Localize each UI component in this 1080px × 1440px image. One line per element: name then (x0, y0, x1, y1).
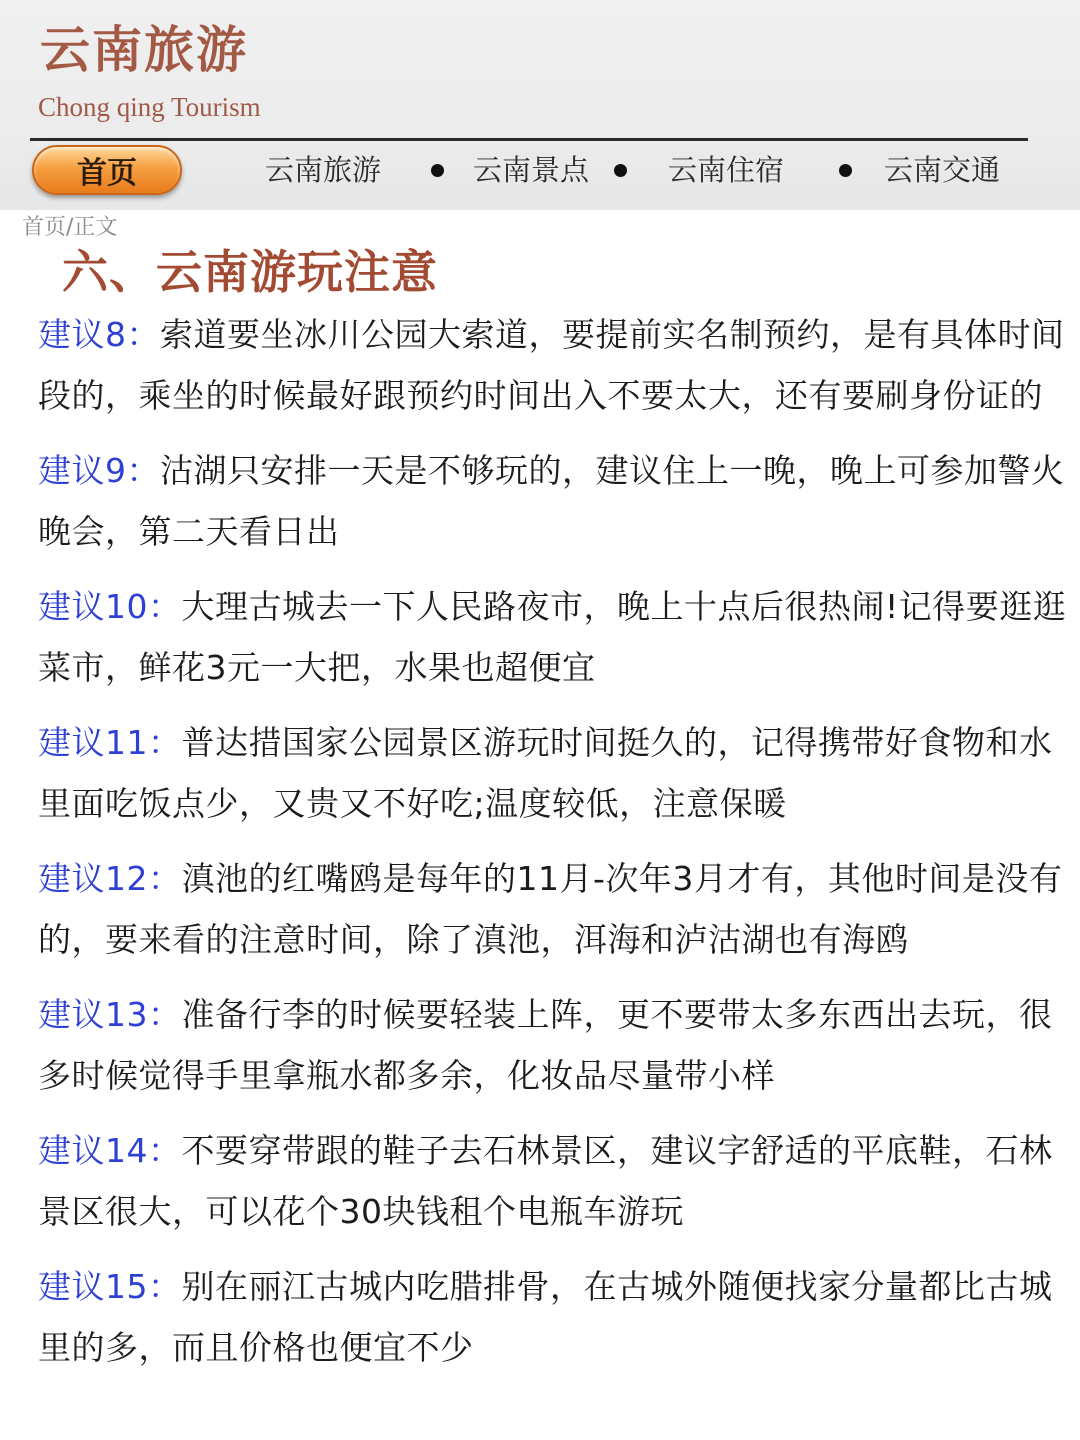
nav-item-yunnan-transport[interactable]: 云南交通 (884, 153, 1001, 187)
tip-label: 建议10 (38, 587, 148, 626)
nav-item-yunnan-attractions[interactable]: 云南景点 (473, 153, 590, 187)
tip-item: 建议10：大理古城去一下人民路夜市，晚上十点后很热闹!记得要逛逛菜市，鲜花3元一大把，水果也超便宜 (38, 587, 1067, 687)
tip-item: 建议13：准备行李的时候要轻装上阵，更不要带太多东西出去玩，很多时候觉得手里拿瓶水都多余，化妆品尽量带小样 (38, 995, 1053, 1095)
nav-bullet-icon (839, 164, 852, 177)
tip-label: 建议12 (38, 859, 148, 898)
nav-item-yunnan-lodging[interactable]: 云南住宿 (668, 153, 785, 187)
tip-text: 索道要坐冰川公园大索道，要提前实名制预约，是有具体时间段的，乘坐的时候最好跟预约时间出入不要太大，还有要刷身份证的 (38, 315, 1065, 415)
site-subtitle: Chong qing Tourism (38, 92, 261, 122)
home-button[interactable]: 首页 (32, 145, 182, 195)
tip-item: 建议12：滇池的红嘴鸥是每年的11月-次年3月才有，其他时间是没有的，要来看的注意时间，除了滇池，洱海和泸沽湖也有海鸥 (38, 859, 1063, 959)
nav-item-yunnan-travel[interactable]: 云南旅游 (265, 153, 382, 187)
tip-label: 建议11 (38, 723, 148, 762)
header-divider (30, 138, 1028, 141)
page-title: 六、云南游玩注意 (62, 245, 438, 299)
tip-item: 建议11：普达措国家公园景区游玩时间挺久的，记得携带好食物和水里面吃饭点少，又贵又不好吃;温度较低，注意保暖 (38, 723, 1053, 823)
tip-item: 建议14：不要穿带跟的鞋子去石林景区，建议字舒适的平底鞋，石林景区很大，可以花个30块钱租个电瓶车游玩 (38, 1131, 1053, 1231)
tips-list (38, 304, 1072, 1392)
tip-label: 建议14 (38, 1131, 148, 1170)
tip-text: 准备行李的时候要轻装上阵，更不要带太多东西出去玩，很多时候觉得手里拿瓶水都多余，化妆品尽量带小样 (38, 995, 1053, 1095)
tip-text: 不要穿带跟的鞋子去石林景区，建议字舒适的平底鞋，石林景区很大，可以花个30块钱租个电瓶车游玩 (38, 1131, 1053, 1231)
tip-text: 滇池的红嘴鸥是每年的11月-次年3月才有，其他时间是没有的，要来看的注意时间，除了滇池，洱海和泸沽湖也有海鸥 (38, 859, 1063, 959)
tip-label: 建议8 (38, 315, 127, 354)
tip-text: 普达措国家公园景区游玩时间挺久的，记得携带好食物和水里面吃饭点少，又贵又不好吃;温度较低，注意保暖 (38, 723, 1053, 823)
nav-bullet-icon (614, 164, 627, 177)
site-header (0, 0, 1080, 210)
tip-item: 建议9：沽湖只安排一天是不够玩的，建议住上一晚，晚上可参加警火晚会，第二天看日出 (38, 451, 1065, 551)
tip-label: 建议9 (38, 451, 127, 490)
tip-item: 建议15：别在丽江古城内吃腊排骨，在古城外随便找家分量都比古城里的多，而且价格也便宜不少 (38, 1267, 1053, 1367)
tip-label: 建议13 (38, 995, 148, 1034)
tip-item: 建议8：索道要坐冰川公园大索道，要提前实名制预约，是有具体时间段的，乘坐的时候最好跟预约时间出入不要太大，还有要刷身份证的 (38, 315, 1065, 415)
tip-text: 大理古城去一下人民路夜市，晚上十点后很热闹!记得要逛逛菜市，鲜花3元一大把，水果也超便宜 (38, 587, 1067, 687)
nav-bullet-icon (431, 164, 444, 177)
tip-label: 建议15 (38, 1267, 148, 1306)
site-title: 云南旅游 (40, 20, 248, 79)
tip-text: 沽湖只安排一天是不够玩的，建议住上一晚，晚上可参加警火晚会，第二天看日出 (38, 451, 1065, 551)
breadcrumb[interactable]: 首页/正文 (22, 215, 118, 240)
tip-text: 别在丽江古城内吃腊排骨，在古城外随便找家分量都比古城里的多，而且价格也便宜不少 (38, 1267, 1053, 1367)
